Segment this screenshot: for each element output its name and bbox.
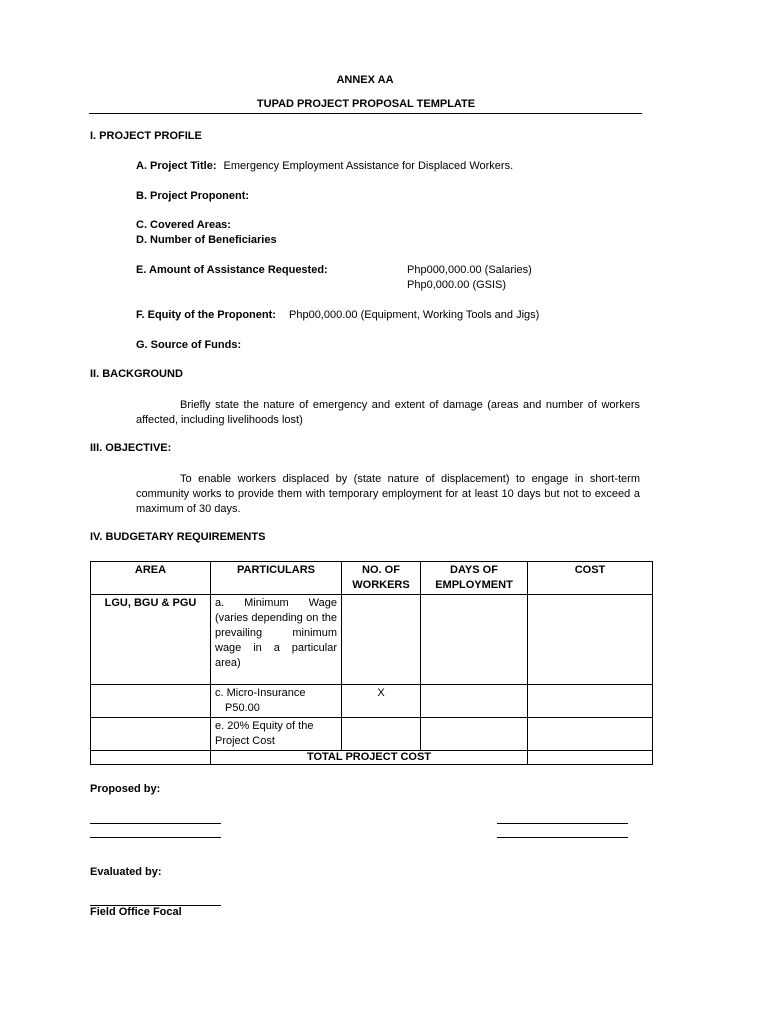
- signature-line: [90, 837, 221, 838]
- title-underline: [89, 113, 642, 114]
- particulars-equity: e. 20% Equity of the Project Cost: [211, 718, 342, 751]
- micro-insurance-label: c. Micro-Insurance: [215, 687, 306, 699]
- budget-table: [90, 561, 653, 765]
- equity-label: F. Equity of the Proponent:: [136, 309, 276, 321]
- days-cell: [421, 718, 528, 751]
- area-cell: [91, 718, 211, 751]
- column-header-no-of-workers: NO. OF WORKERS: [342, 562, 421, 595]
- column-header-area: AREA: [91, 562, 211, 595]
- total-blank-cell: [91, 751, 211, 765]
- workers-cell: [342, 718, 421, 751]
- annex-label: ANNEX AA: [336, 74, 394, 86]
- signature-line: [497, 823, 628, 824]
- cost-cell: [528, 718, 653, 751]
- particulars-minimum-wage: a. Minimum Wage (varies depending on the prevailing minimum wage in a particular area): [211, 595, 342, 685]
- equity-row: [136, 309, 539, 321]
- total-project-cost-label: TOTAL PROJECT COST: [211, 751, 528, 765]
- number-of-beneficiaries-label: D. Number of Beneficiaries: [136, 234, 277, 246]
- cost-cell: [528, 595, 653, 685]
- project-title-label: A. Project Title:: [136, 160, 217, 172]
- signature-line: [90, 823, 221, 824]
- evaluated-by-label: Evaluated by:: [90, 866, 162, 878]
- project-title-value: Emergency Employment Assistance for Displaced Workers.: [223, 160, 514, 172]
- total-row: [91, 751, 653, 765]
- area-cell: LGU, BGU & PGU: [91, 595, 211, 685]
- particulars-micro-insurance: [211, 685, 342, 718]
- column-header-particulars: PARTICULARS: [211, 562, 342, 595]
- column-header-days-of-employment: DAYS OF EMPLOYMENT: [421, 562, 528, 595]
- covered-areas-label: C. Covered Areas:: [136, 219, 231, 231]
- cost-cell: [528, 685, 653, 718]
- signature-line: [497, 837, 628, 838]
- source-of-funds-label: G. Source of Funds:: [136, 339, 242, 351]
- workers-cell: X: [342, 685, 421, 718]
- table-row: [91, 685, 653, 718]
- amount-requested-label: E. Amount of Assistance Requested:: [136, 264, 328, 276]
- table-row: [91, 718, 653, 751]
- section-background-heading: II. BACKGROUND: [90, 368, 183, 380]
- workers-cell: [342, 595, 421, 685]
- proposed-by-label: Proposed by:: [90, 783, 161, 795]
- section-objective-heading: III. OBJECTIVE:: [90, 442, 172, 454]
- field-office-focal-label: Field Office Focal: [90, 906, 182, 918]
- objective-text: To enable workers displaced by (state nature of displacement) to engage in short-term community works to provide them with temporary employment for at least 10 days but not to exceed a maximum of 30 days.: [136, 473, 640, 515]
- micro-insurance-amount: P50.00: [225, 702, 260, 714]
- project-title-row: [136, 160, 513, 172]
- equity-value: Php00,000.00 (Equipment, Working Tools and Jigs): [289, 309, 540, 321]
- project-proponent-label: B. Project Proponent:: [136, 190, 250, 202]
- amount-gsis-value: Php0,000.00 (GSIS): [407, 279, 507, 291]
- section-budget-heading: IV. BUDGETARY REQUIREMENTS: [90, 531, 266, 543]
- background-text: Briefly state the nature of emergency and extent of damage (areas and number of workers affected, including livelihoods lost): [136, 399, 640, 426]
- document-title: TUPAD PROJECT PROPOSAL TEMPLATE: [256, 98, 476, 110]
- area-cell: [91, 685, 211, 718]
- column-header-cost: COST: [528, 562, 653, 595]
- days-cell: [421, 685, 528, 718]
- days-cell: [421, 595, 528, 685]
- table-row: [91, 595, 653, 685]
- total-cost-cell: [528, 751, 653, 765]
- amount-salaries-value: Php000,000.00 (Salaries): [407, 264, 532, 276]
- budget-header-row: [91, 562, 653, 595]
- section-project-profile-heading: I. PROJECT PROFILE: [90, 130, 202, 142]
